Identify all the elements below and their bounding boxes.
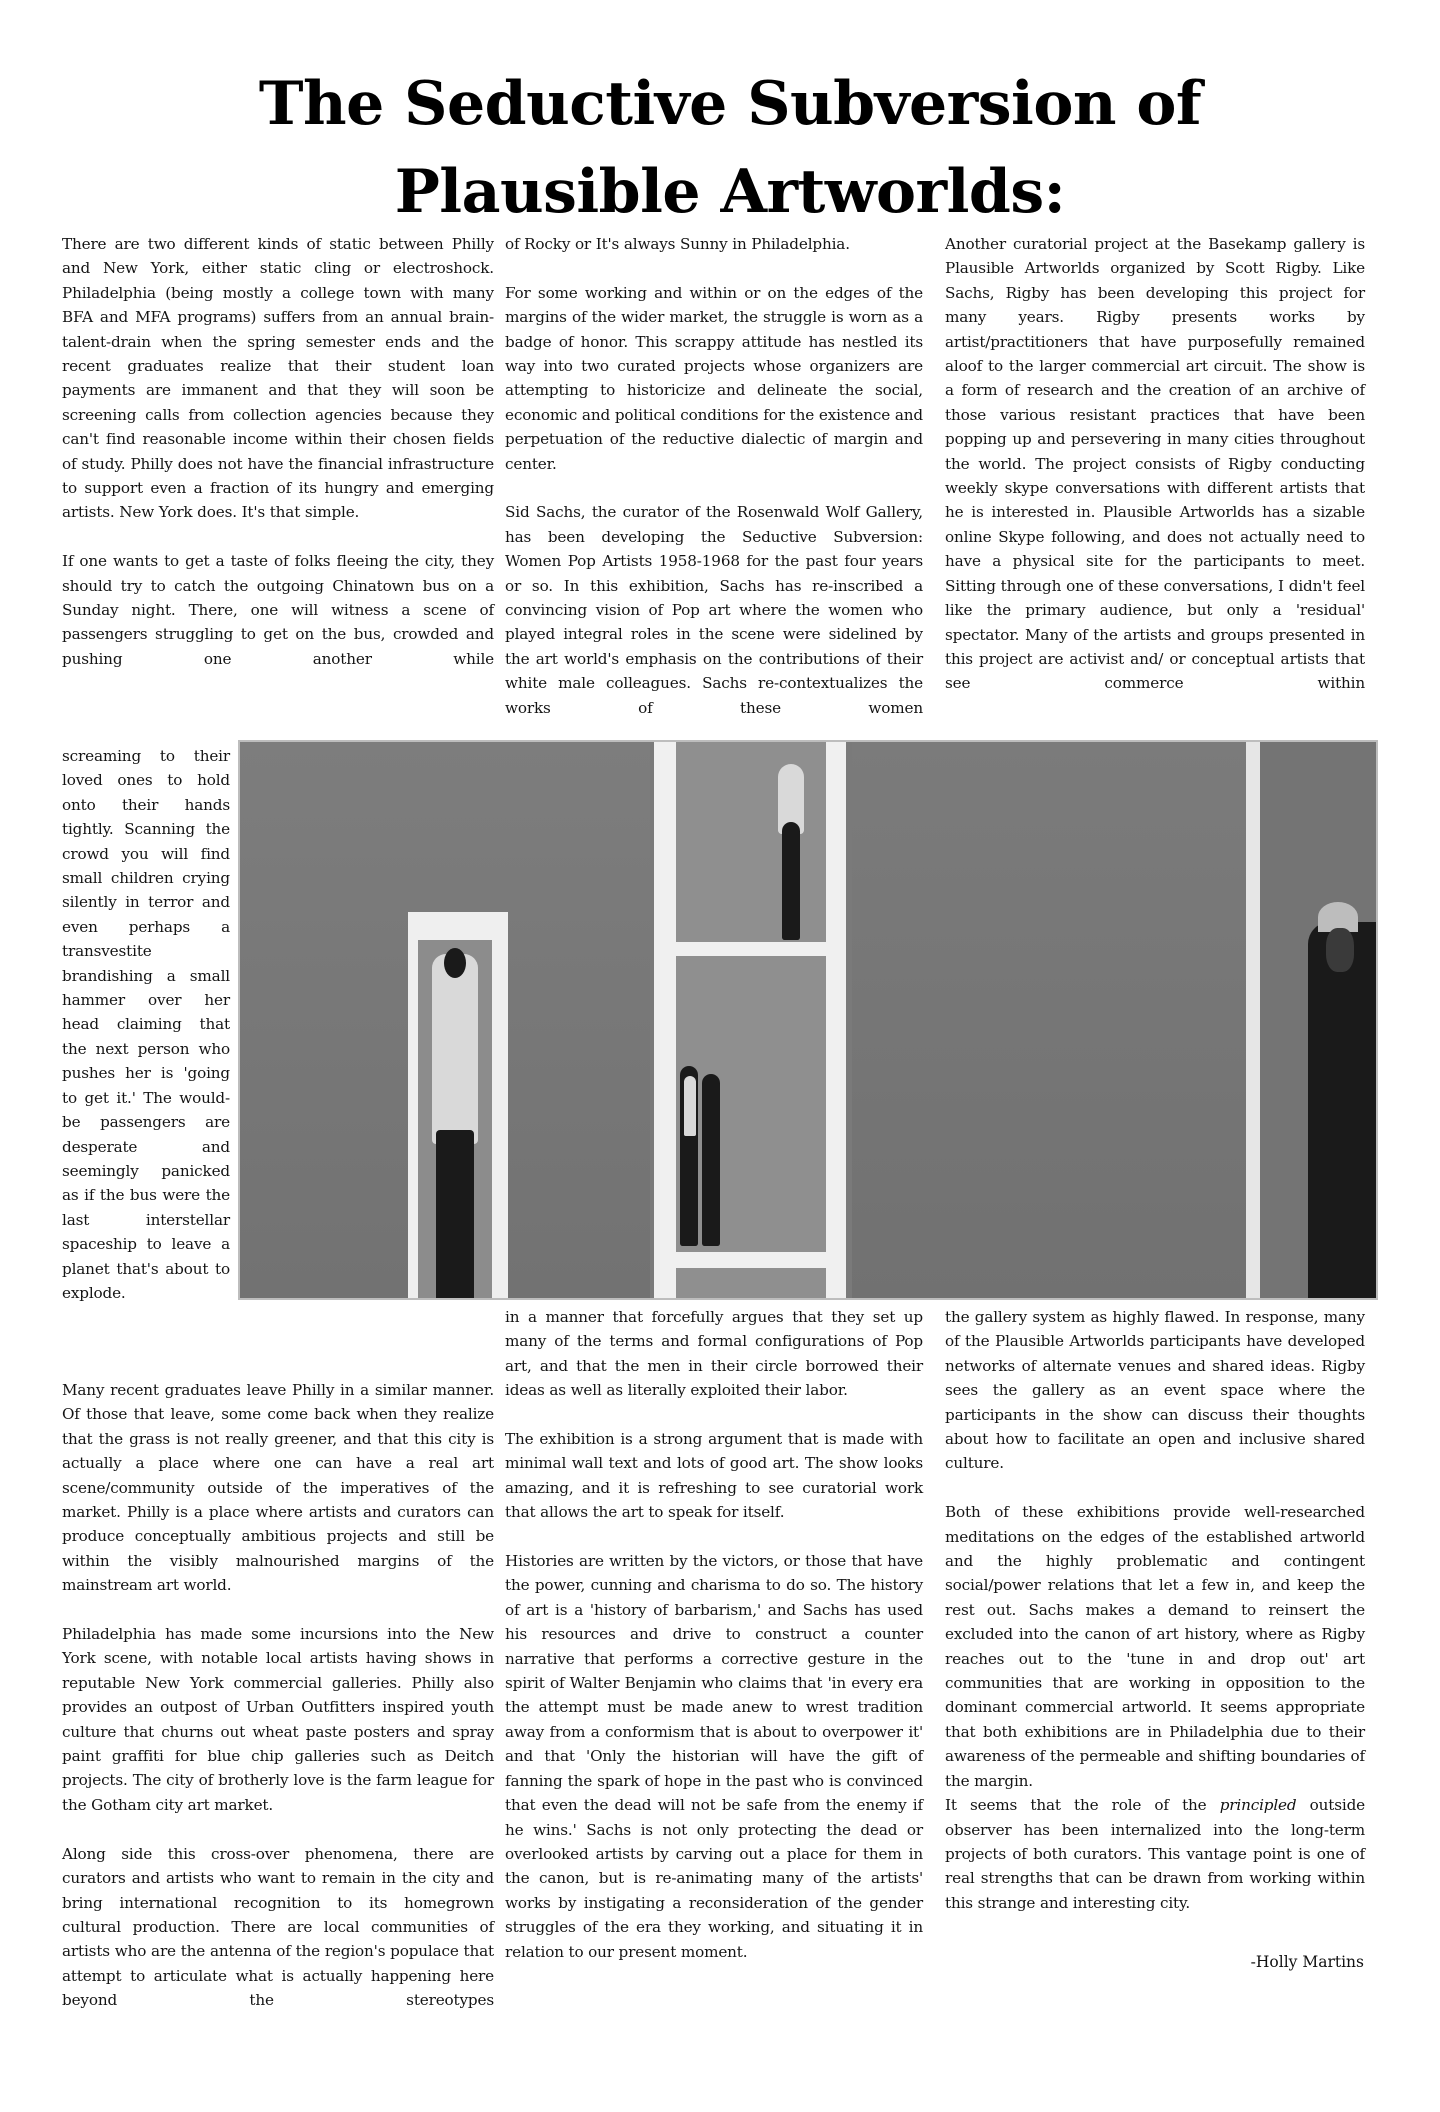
column-2-bottom xyxy=(505,1305,923,1964)
paragraph: in a manner that forcefully argues that they set up many of the terms and formal configurations of Pop art, and that the men in their circle borrowed their ideas as well as literally exploited their labor. xyxy=(505,1308,923,1400)
column-3-top xyxy=(945,232,1365,696)
paragraph: Another curatorial project at the Basekamp gallery is Plausible Artworlds organized by Scott Rigby. Like Sachs, Rigby has been developing this project for many years. Rigby presents works by artist/practitioners that have purposefully remained aloof to the larger commercial art circuit. The show is a form of research and the creation of an archive of those various resistant practices that have been popping up and persevering in many cities throughout the world. The project consists of Rigby conducting weekly skype conversations with different artists that he is interested in. Plausible Artworlds has a sizable online Skype following, and does not actually need to have a physical site for the participants to meet. Sitting through one of these conversations, I didn't feel like the primary audience, but only a 'residual' spectator. Many of the artists and groups presented in this project are activist and/ or conceptual artists that see commerce within xyxy=(945,235,1365,693)
vertical-print-strip xyxy=(654,742,846,1298)
paragraph: Both of these exhibitions provide well-researched meditations on the edges of the established artworld and the highly problematic and contingent social/power relations that let a few in, and keep the rest out. Sachs makes a demand to reinsert the excluded into the canon of art history, where as Rigby reaches out to the 'tune in and drop out' art communities that are working in opposition to the dominant commercial artworld. It seems appropriate that both exhibitions are in Philadelphia due to their awareness of the permeable and shifting boundaries of the margin. xyxy=(945,1503,1365,1790)
paragraph: Along side this cross-over phenomena, there are curators and artists who want to remain in the city and bring international recognition to its homegrown cultural production. There are local communities of artists who are the antenna of the region's populace that attempt to articulate what is actually happening here beyond the stereotypes xyxy=(62,1844,494,2010)
paragraph: The exhibition is a strong argument that is made with minimal wall text and lots of good art. The show looks amazing, and it is refreshing to see curatorial work that allows the art to speak for itself. xyxy=(505,1430,923,1522)
paragraph: There are two different kinds of static between Philly and New York, either static cling or electroshock. Philadelphia (being mostly a college town with many BFA and MFA programs) suffers from an annual brain-talent-drain when the spring semester ends and the recent graduates realize that their student loan payments are immanent and that they will soon be screening calls from collection agencies because they can't find reasonable income within their chosen fields of study. Philly does not have the financial infrastructure to support even a fraction of its hungry and emerging artists. New York does. It's that simple. xyxy=(62,235,494,522)
paragraph: For some working and within or on the edges of the margins of the wider market, the struggle is worn as a badge of honor. This scrappy attitude has nestled its way into two curated projects whose organizers are attempting to historicize and delineate the social, economic and political conditions for the existence and perpetuation of the reductive dialectic of margin and center. xyxy=(505,283,923,473)
article-title-line-1: The Seductive Subversion of xyxy=(258,69,1202,139)
paragraph-final: It seems that the role of the principled outside observer has been internalized into the long-term projects of both curators. This vantage point is one of real strengths that can be drawn from working within this strange and interesting city. xyxy=(945,1796,1365,1912)
paragraph: Sid Sachs, the curator of the Rosenwald Wolf Gallery, has been developing the Seductive Subversion: Women Pop Artists 1958-1968 for the past four years or so. In this exhibition, Sachs has re-inscribed a convincing vision of Pop art where the women who played integral roles in the scene were sidelined by the art world's emphasis on the contributions of their white male colleagues. Sachs re-contextualizes the works of these women xyxy=(505,503,923,717)
column-1-narrow xyxy=(62,744,230,1305)
author-byline: -Holly Martins xyxy=(1250,1953,1364,1971)
wall-panel-right xyxy=(1260,742,1378,1298)
paragraph: screaming to their loved ones to hold onto their hands tightly. Scanning the crowd you will find small children crying silently in terror and even perhaps a transvestite brandishing a small hammer over her head claiming that the next person who pushes her is 'going to get it.' The would-be passengers are desperate and seemingly panicked as if the bus were the last interstellar spaceship to leave a planet that's about to explode. xyxy=(62,747,230,1302)
paragraph: Histories are written by the victors, or those that have the power, cunning and charisma to do so. The history of art is a 'history of barbarism,' and Sachs has used his resources and drive to construct a counter narrative that performs a corrective gesture in the spirit of Walter Benjamin who claims that 'in every era the attempt must be made anew to wrest tradition away from a conformism that is about to overpower it' and that 'Only the historian will have the gift of fanning the spark of hope in the past who is convinced that even the dead will not be safe from the enemy if he wins.' Sachs is not only protecting the dead or overlooked artists by carving out a place for them in the canon, but is re-animating many of the artists' works by instigating a reconsideration of the gender struggles of the era they working, and situating it in relation to our present moment. xyxy=(505,1552,923,1961)
gallery-installation-photo xyxy=(238,740,1378,1300)
column-3-bottom xyxy=(945,1305,1365,1915)
paragraph: Philadelphia has made some incursions into the New York scene, with notable local artists having shows in reputable New York commercial galleries. Philly also provides an outpost of Urban Outfitters inspired youth culture that churns out wheat paste posters and spray paint graffiti for blue chip galleries such as Deitch projects. The city of brotherly love is the farm league for the Gotham city art market. xyxy=(62,1625,494,1814)
wall-panel-center xyxy=(852,742,1246,1298)
paragraph: of Rocky or It's always Sunny in Philadelphia. xyxy=(505,235,850,253)
column-1-bottom xyxy=(62,1378,494,2013)
paragraph: If one wants to get a taste of folks fleeing the city, they should try to catch the outgoing Chinatown bus on a Sunday night. There, one will witness a scene of passengers struggling to get on the bus, crowded and pushing one another while xyxy=(62,552,494,668)
emphasis: principled xyxy=(1219,1796,1297,1815)
column-2-top xyxy=(505,232,923,720)
article-title-line-2: Plausible Artworlds: xyxy=(394,157,1066,227)
column-1-top xyxy=(62,232,494,671)
paragraph: Many recent graduates leave Philly in a similar manner. Of those that leave, some come back when they realize that the grass is not really greener, and that this city is actually a place where one can have a real art scene/community outside of the imperatives of the market. Philly is a place where artists and curators can produce conceptually ambitious projects and still be within the visibly malnourished margins of the mainstream art world. xyxy=(62,1381,494,1595)
paragraph: the gallery system as highly flawed. In response, many of the Plausible Artworlds participants have developed networks of alternate venues and shared ideas. Rigby sees the gallery as an event space where the participants in the show can discuss their thoughts about how to facilitate an open and inclusive shared culture. xyxy=(945,1308,1365,1473)
framed-print-standing-man xyxy=(408,912,508,1300)
